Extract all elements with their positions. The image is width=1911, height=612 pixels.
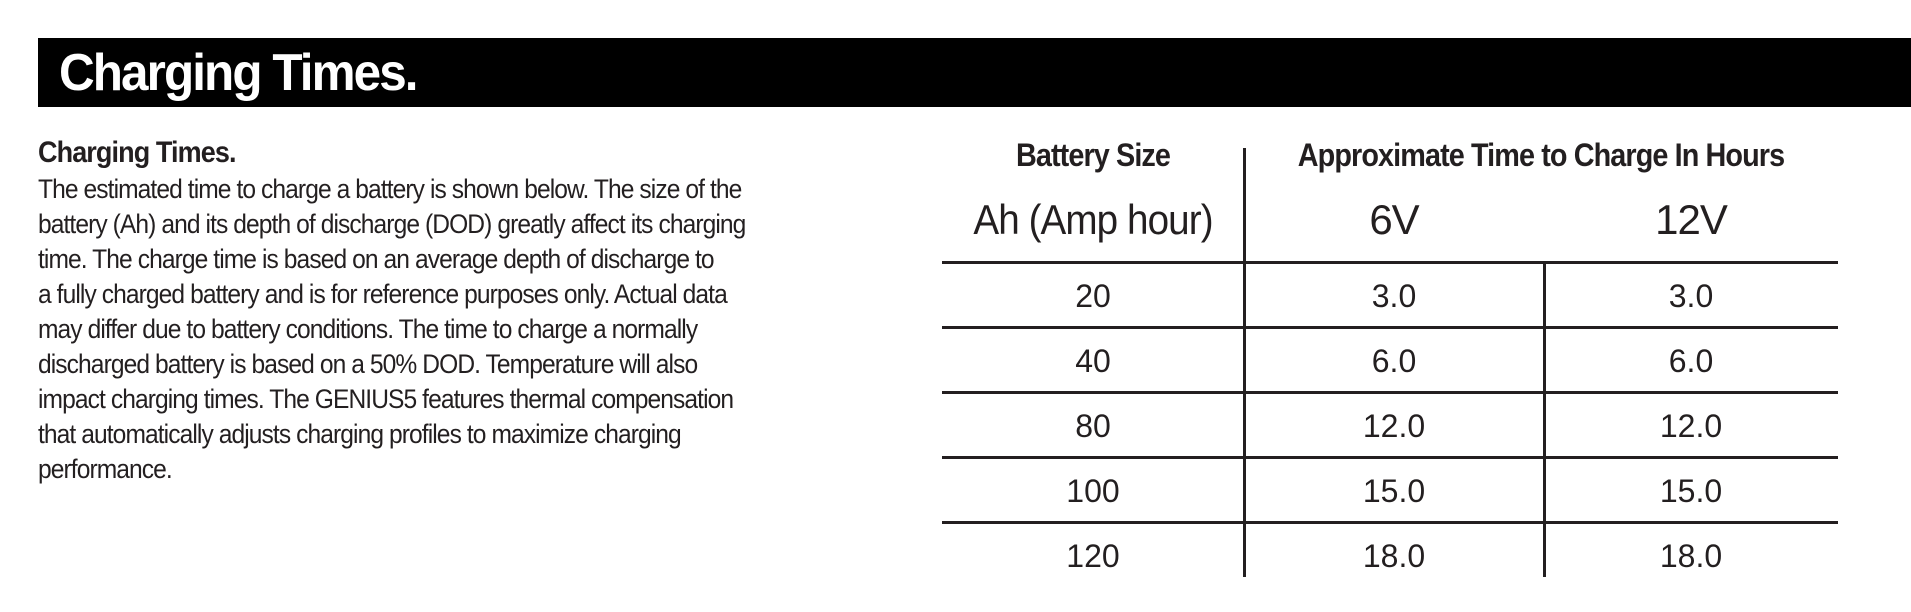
cell-ah: 80 — [1075, 408, 1111, 444]
cell-ah: 120 — [1066, 538, 1120, 574]
cell-12v: 3.0 — [1668, 278, 1714, 314]
cell-6v: 18.0 — [1362, 538, 1426, 574]
cell-6v: 15.0 — [1362, 473, 1426, 509]
header-bar — [38, 38, 1911, 107]
cell-6v: 12.0 — [1362, 408, 1426, 444]
cell-ah: 100 — [1066, 473, 1120, 509]
table-row — [942, 459, 1838, 524]
cell-ah: 40 — [1075, 343, 1111, 379]
subheader-6v: 6V — [1369, 196, 1419, 243]
header-approx-time: Approximate Time to Charge In Hours — [1297, 137, 1785, 173]
cell-12v: 15.0 — [1659, 473, 1723, 509]
cell-12v: 12.0 — [1659, 408, 1723, 444]
header-battery-size: Battery Size — [1015, 137, 1171, 173]
cell-6v: 3.0 — [1371, 278, 1417, 314]
table-row — [942, 264, 1838, 329]
subheader-ah: Ah (Amp hour) — [973, 196, 1213, 243]
intro-paragraph: The estimated time to charge a battery is shown below. The size of the battery (Ah) and its depth of discharge (DOD) greatly affect its charging time. The charge time is based on an average depth of discharge to a fully charged battery and is for reference purposes only. Actual data may differ due to battery conditions. The time to charge a normally discharged battery is based on a 50% DOD. Temperature will also impact charging times. The GENIUS5 features thermal compensation that automatically adjusts charging profiles to maximize charging performance. — [38, 174, 746, 484]
table-row — [942, 394, 1838, 459]
subheader-12v: 12V — [1655, 196, 1727, 243]
charging-times-table — [942, 135, 1838, 577]
cell-12v: 6.0 — [1668, 343, 1714, 379]
table-row — [942, 329, 1838, 394]
cell-6v: 6.0 — [1371, 343, 1417, 379]
cell-ah: 20 — [1075, 278, 1111, 314]
page-title: Charging Times. — [59, 43, 417, 102]
cell-12v: 18.0 — [1659, 538, 1723, 574]
table-row — [942, 524, 1838, 589]
section-heading: Charging Times. — [38, 136, 236, 169]
